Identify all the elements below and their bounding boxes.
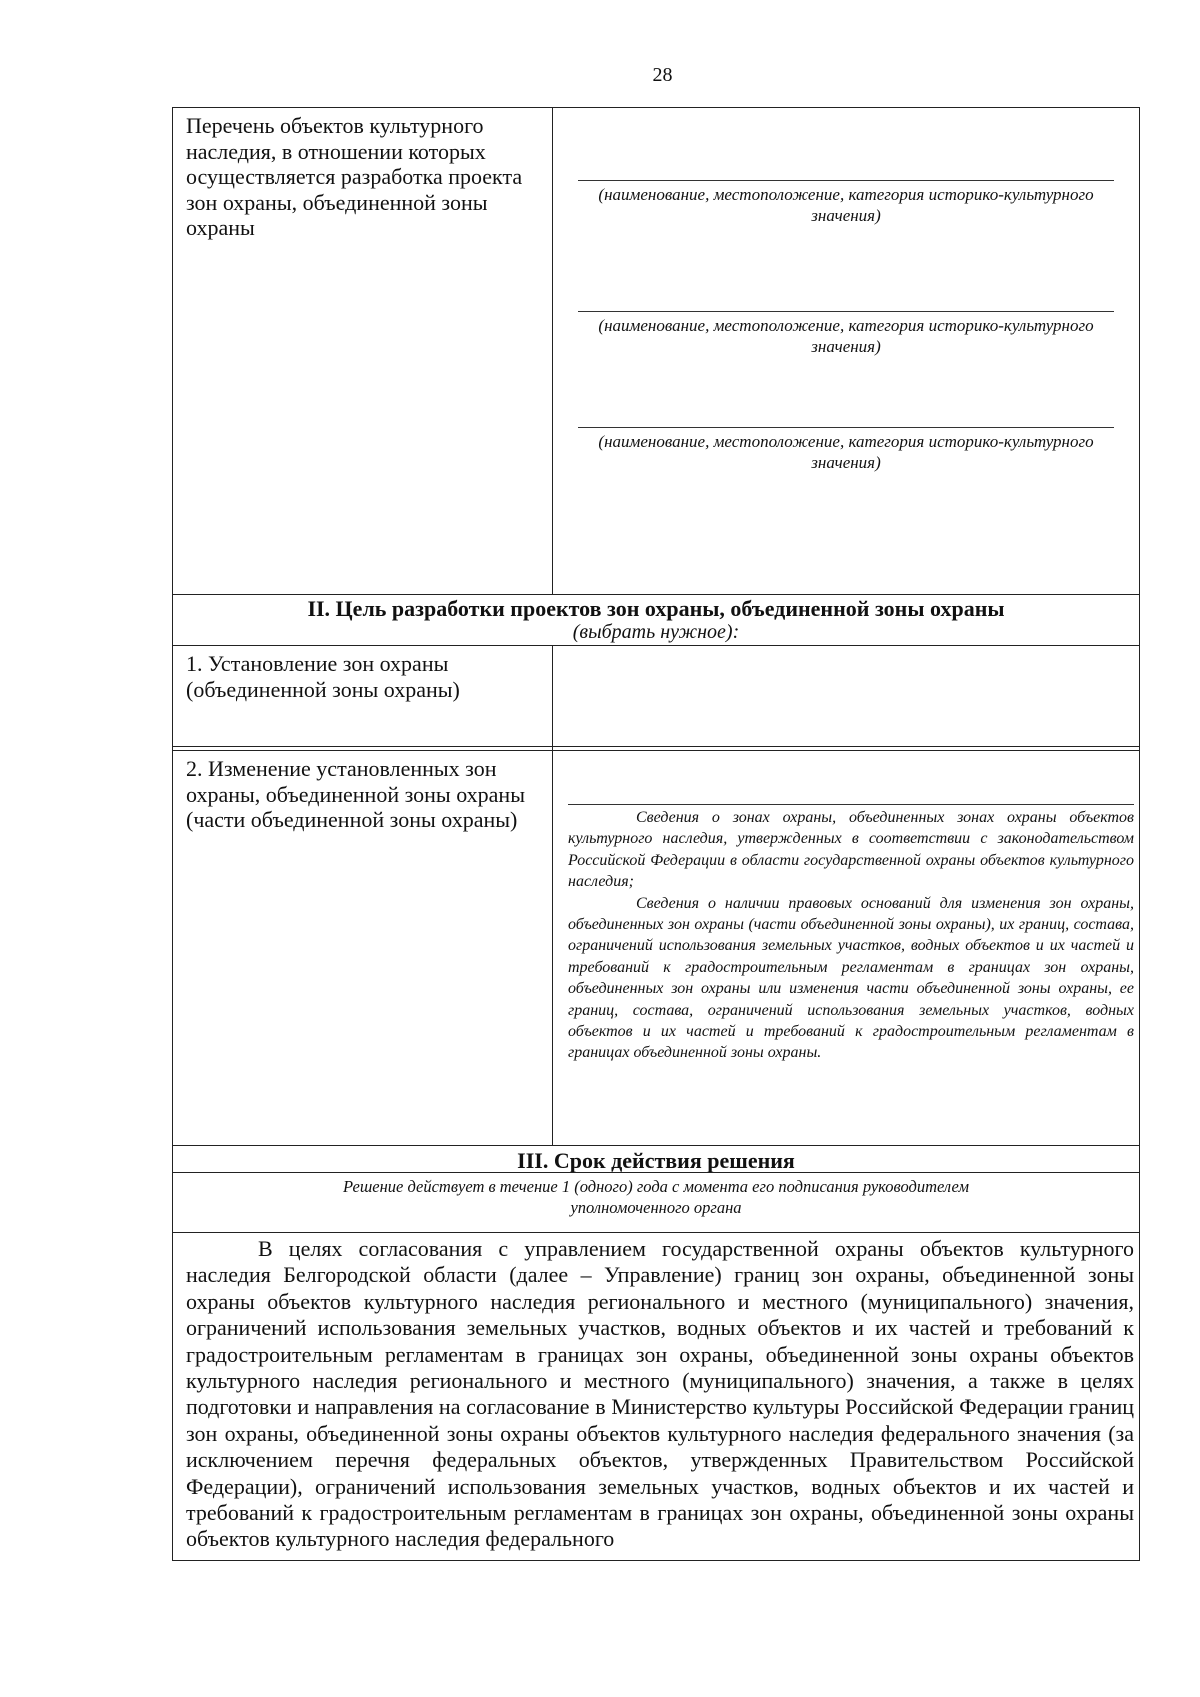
legal-grounds-note: Сведения о наличии правовых оснований для изменения зон охраны, объединенных зон охраны (части объединенной зоны охраны), их границ, состава, ограничений использования земельных участков, водных объектов и их частей и требований к градостроительным регламентам в границах зон охраны, объединенных зон охраны или изменения части объединенной зоны охраны, ее границ, состава, ограничений использования земельных участков, водных объектов и их частей и требований к градостроительным регламентам в границах объединенной зоны охраны. [568, 894, 1134, 1062]
object-entry-caption-2: (наименование, местоположение, категория историко-культурного значения) [598, 316, 1094, 356]
object-entry-caption-3: (наименование, местоположение, категория историко-культурного значения) [598, 432, 1094, 472]
option-establish-zones: 1. Установление зон охраны (объединенной зоны охраны) [186, 651, 460, 702]
object-entry-caption-1: (наименование, местоположение, категория историко-культурного значения) [598, 185, 1094, 225]
change-zones-entry-line[interactable] [568, 804, 1134, 805]
section-divider [172, 1145, 1140, 1146]
zones-info-note: Сведения о зонах охраны, объединенных зонах охраны объектов культурного наследия, утвержденных в соответствии с законодательством Российской Федерации в области государственной охраны объектов культурного наследия; [568, 809, 1134, 891]
option-change-zones: 2. Изменение установленных зон охраны, объединенной зоны охраны (части объединенной зоны охраны) [186, 756, 525, 832]
section-2-heading: II. Цель разработки проектов зон охраны, объединенной зоны охраны [307, 596, 1005, 621]
approval-purpose-paragraph: В целях согласования с управлением государственной охраны объектов культурного наследия Белгородской области (далее – Управление) границ зон охраны, объединенной зоны охраны объектов культурного наследия регионального и местного (муниципального) значения, ограничений использования земельных участков, водных объектов и их частей и требований к градостроительным регламентам в границах зон охраны, объединенной зоны охраны объектов культурного наследия регионального и местного (муниципального) значения, а также в целях подготовки и направления на согласование в Министерство культуры Российской Федерации границ зон охраны, объединенной зоны охраны объектов культурного наследия федерального значения (за исключением перечня федеральных объектов, утвержденных Правительством Российской Федерации), ограничений использования земельных участков, водных объектов и их частей и требований к градостроительным регламентам в границах зон охраны, объединенной зоны охраны объектов культурного наследия федерального [186, 1236, 1134, 1552]
row-divider [172, 746, 1140, 747]
decision-term-text: Решение действует в течение 1 (одного) года с момента его подписания руководителем уполномоченного органа [343, 1177, 969, 1217]
section-divider [172, 594, 1140, 595]
row-divider [172, 645, 1140, 646]
column-divider [552, 107, 553, 595]
row-divider [172, 1232, 1140, 1233]
section-3-heading: III. Срок действия решения [517, 1148, 795, 1173]
option-establish-zones-answer[interactable] [554, 647, 1138, 745]
object-entry-line-1[interactable] [578, 180, 1114, 181]
objects-list-label: Перечень объектов культурного наследия, в отношении которых осуществляется разработка проекта зон охраны, объединенной зоны охраны [186, 113, 523, 240]
object-entry-line-3[interactable] [578, 427, 1114, 428]
column-divider [552, 645, 553, 1145]
change-zones-notes [568, 807, 1134, 1064]
page-number: 28 [652, 64, 673, 86]
row-divider [172, 1172, 1140, 1173]
section-2-subheading: (выбрать нужное): [572, 621, 740, 643]
object-entry-line-2[interactable] [578, 311, 1114, 312]
row-divider [172, 750, 1140, 751]
